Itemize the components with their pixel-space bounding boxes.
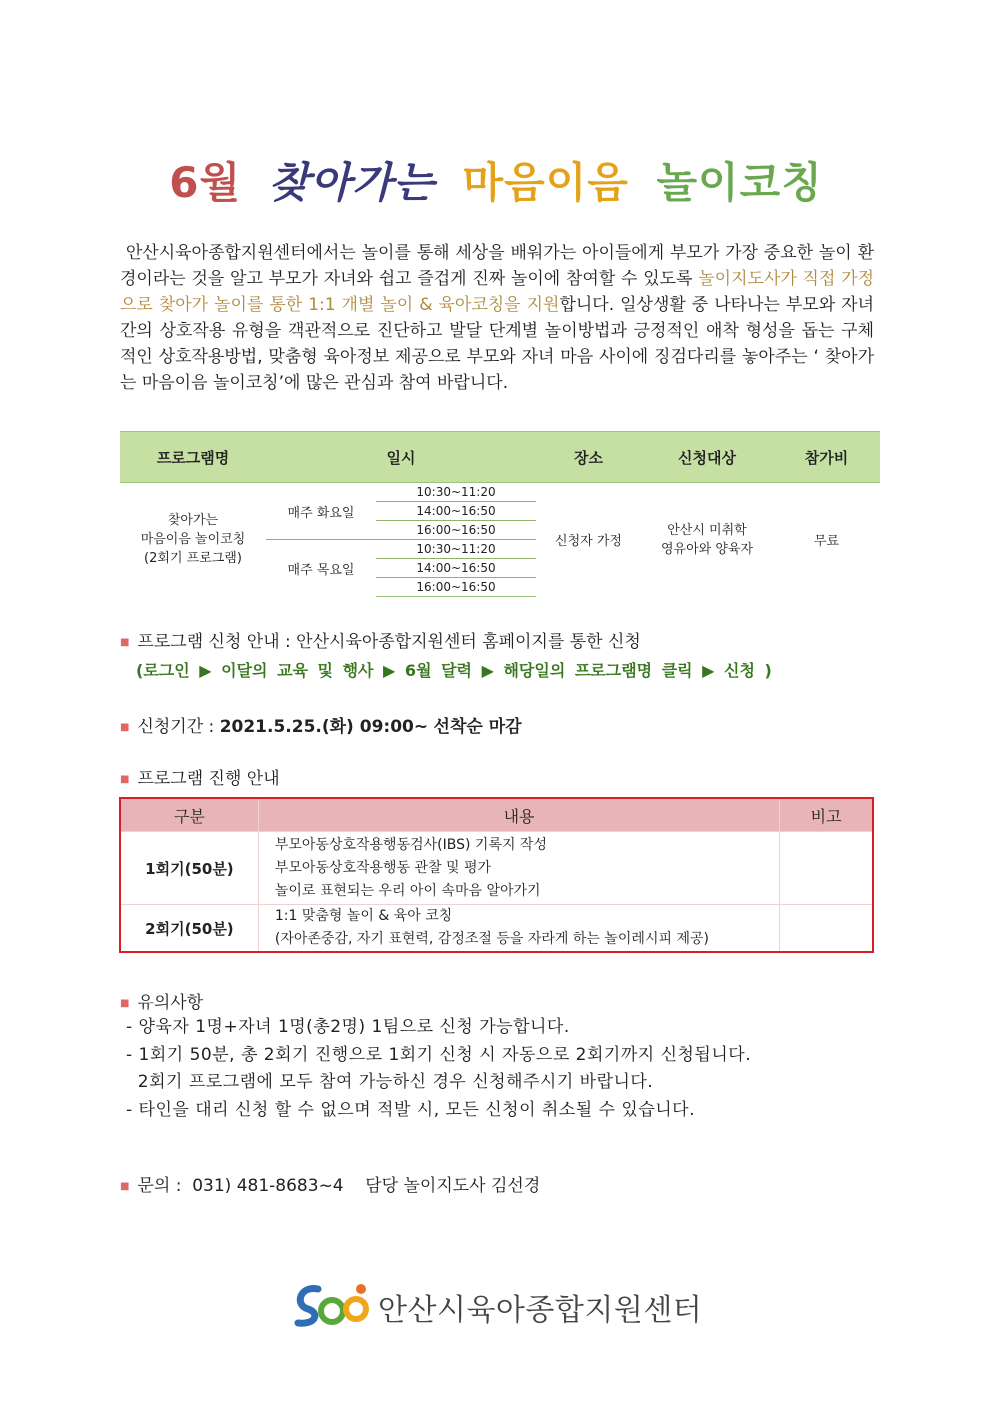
notes-list: [126, 1014, 751, 1124]
period-end: 선착순 마감: [433, 717, 522, 737]
intro-text-2: 합니다. 일상생활 중 나타나는 부모와 자녀 간의 상호작용 유형을 객관적으로 진단하고 발달 단계별 놀이방법과 긍정적인 애착 형성을 돕는 구체적인 상호작용방법, 맞춤형 육아정보 제공으로 부모와 자녀 마음 사이에 징검다리를 놓아주는 ‘ 찾아가는 마음이음 놀이코칭’에 많은 관심과 참여 바랍니다.: [120, 295, 874, 393]
header-note: 비고: [780, 798, 873, 832]
intro-paragraph: [120, 240, 874, 396]
session-1-note: [780, 832, 873, 905]
session-2-note: [780, 905, 873, 953]
target-line: 안산시 미취학: [667, 522, 747, 538]
content-line: 부모아동상호작용행동 관찰 및 평가: [274, 859, 492, 876]
progress-label: 프로그램 진행 안내: [137, 769, 280, 789]
intro-highlight: 놀이지도사가 직접 가정으로 찾아가 놀이를 통한 1:1 개별 놀이 & 육아코칭을 지원: [120, 269, 874, 315]
target-cell: [641, 483, 773, 597]
bullet-icon: ■: [120, 636, 130, 648]
notes-label: 유의사항: [137, 993, 204, 1013]
day-thursday: 매주 목요일: [287, 562, 355, 578]
note-item: - 타인을 대리 신청 할 수 없으며 적발 시, 모든 신청이 취소될 수 있습니다.: [126, 1099, 696, 1120]
session-2-label: 2회기(50분): [120, 905, 258, 953]
bullet-icon: ■: [120, 721, 130, 733]
session-2-content: [258, 905, 779, 953]
content-line: (자아존중감, 자기 표현력, 감정조절 등을 자라게 하는 놀이레시피 제공): [274, 931, 709, 947]
center-logo-icon: [292, 1277, 374, 1331]
time-slot: 16:00~16:50: [376, 578, 536, 597]
header-program: 프로그램명: [120, 432, 266, 483]
note-item: 2회기 프로그램에 모두 참여 가능하신 경우 신청해주시기 바랍니다.: [126, 1072, 654, 1092]
title-word-visiting: 찾아가는: [268, 158, 435, 207]
time-slot: 10:30~11:20: [376, 483, 536, 502]
program-name-line: (2회기 프로그램): [144, 551, 242, 567]
apply-path: (로그인 ▶ 이달의 교육 및 행사 ▶ 6월 달력 ▶ 해당일의 프로그램명 클릭 ▶ 신청 ): [136, 661, 772, 680]
title-month: 6월: [169, 158, 242, 207]
period-date: 2021.5.25.(화) 09:00~: [219, 717, 429, 737]
page-title: [0, 150, 992, 210]
progress-guide: [120, 764, 280, 789]
time-slot: 16:00~16:50: [376, 521, 536, 540]
time-slot: 14:00~16:50: [376, 502, 536, 521]
header-content: 내용: [258, 798, 779, 832]
apply-guide: [120, 627, 641, 652]
program-name-line: 마음이음 놀이코칭: [140, 532, 246, 548]
header-fee: 참가비: [773, 432, 880, 483]
contact-label: 문의 : 031) 481-8683~4 담당 놀이지도사 김선경: [137, 1176, 541, 1196]
time-slot: 14:00~16:50: [376, 559, 536, 578]
apply-label: 프로그램 신청 안내 : 안산시육아종합지원센터 홈페이지를 통한 신청: [137, 632, 641, 652]
content-line: 부모아동상호작용행동검사(IBS) 기록지 작성: [274, 836, 547, 853]
program-name-line: 찾아가는: [167, 513, 219, 529]
header-datetime: 일시: [266, 432, 536, 483]
title-word-heart: 마음이음: [462, 158, 629, 207]
period-label: 신청기간 :: [137, 717, 220, 737]
org-name: 안산시육아종합지원센터: [378, 1293, 703, 1328]
session-1-label: 1회기(50분): [120, 832, 258, 905]
contact-info: [120, 1171, 540, 1196]
content-line: 놀이로 표현되는 우리 아이 속마음 알아가기: [274, 882, 541, 899]
day-tuesday: 매주 화요일: [266, 483, 376, 540]
bullet-icon: ■: [120, 1180, 130, 1192]
header-place: 장소: [536, 432, 641, 483]
place-cell: 신청자 가정: [555, 534, 622, 550]
progress-table: [119, 797, 874, 953]
apply-period: [120, 712, 522, 737]
note-item: - 1회기 50분, 총 2회기 진행으로 1회기 신청 시 자동으로 2회기까지 신청됩니다.: [126, 1044, 752, 1065]
target-line: 영유아와 양육자: [660, 541, 754, 557]
fee-cell: 무료: [813, 534, 840, 550]
title-word-coaching: 놀이코칭: [656, 158, 823, 207]
program-table: [120, 431, 880, 597]
bullet-icon: ■: [120, 773, 130, 785]
content-line: 1:1 맞춤형 놀이 & 육아 코칭: [274, 908, 453, 924]
time-slot: 10:30~11:20: [376, 540, 536, 559]
header-target: 신청대상: [641, 432, 773, 483]
bullet-icon: ■: [120, 997, 130, 1009]
intro-text-1: 안산시육아종합지원센터에서는 놀이를 통해 세상을 배워가는 아이들에게 부모가 가장 중요한 놀이 환경이라는 것을 알고 부모가 자녀와 쉽고 즐겁게 진짜 놀이에 참여할 수 있도록: [120, 243, 874, 289]
header-category: 구분: [120, 798, 258, 832]
session-1-content: [258, 832, 779, 905]
notes-heading: [120, 988, 203, 1013]
footer-logo: [292, 1277, 712, 1333]
program-name-cell: [120, 483, 266, 597]
note-item: - 양육자 1명+자녀 1명(총2명) 1팀으로 신청 가능합니다.: [126, 1017, 570, 1037]
